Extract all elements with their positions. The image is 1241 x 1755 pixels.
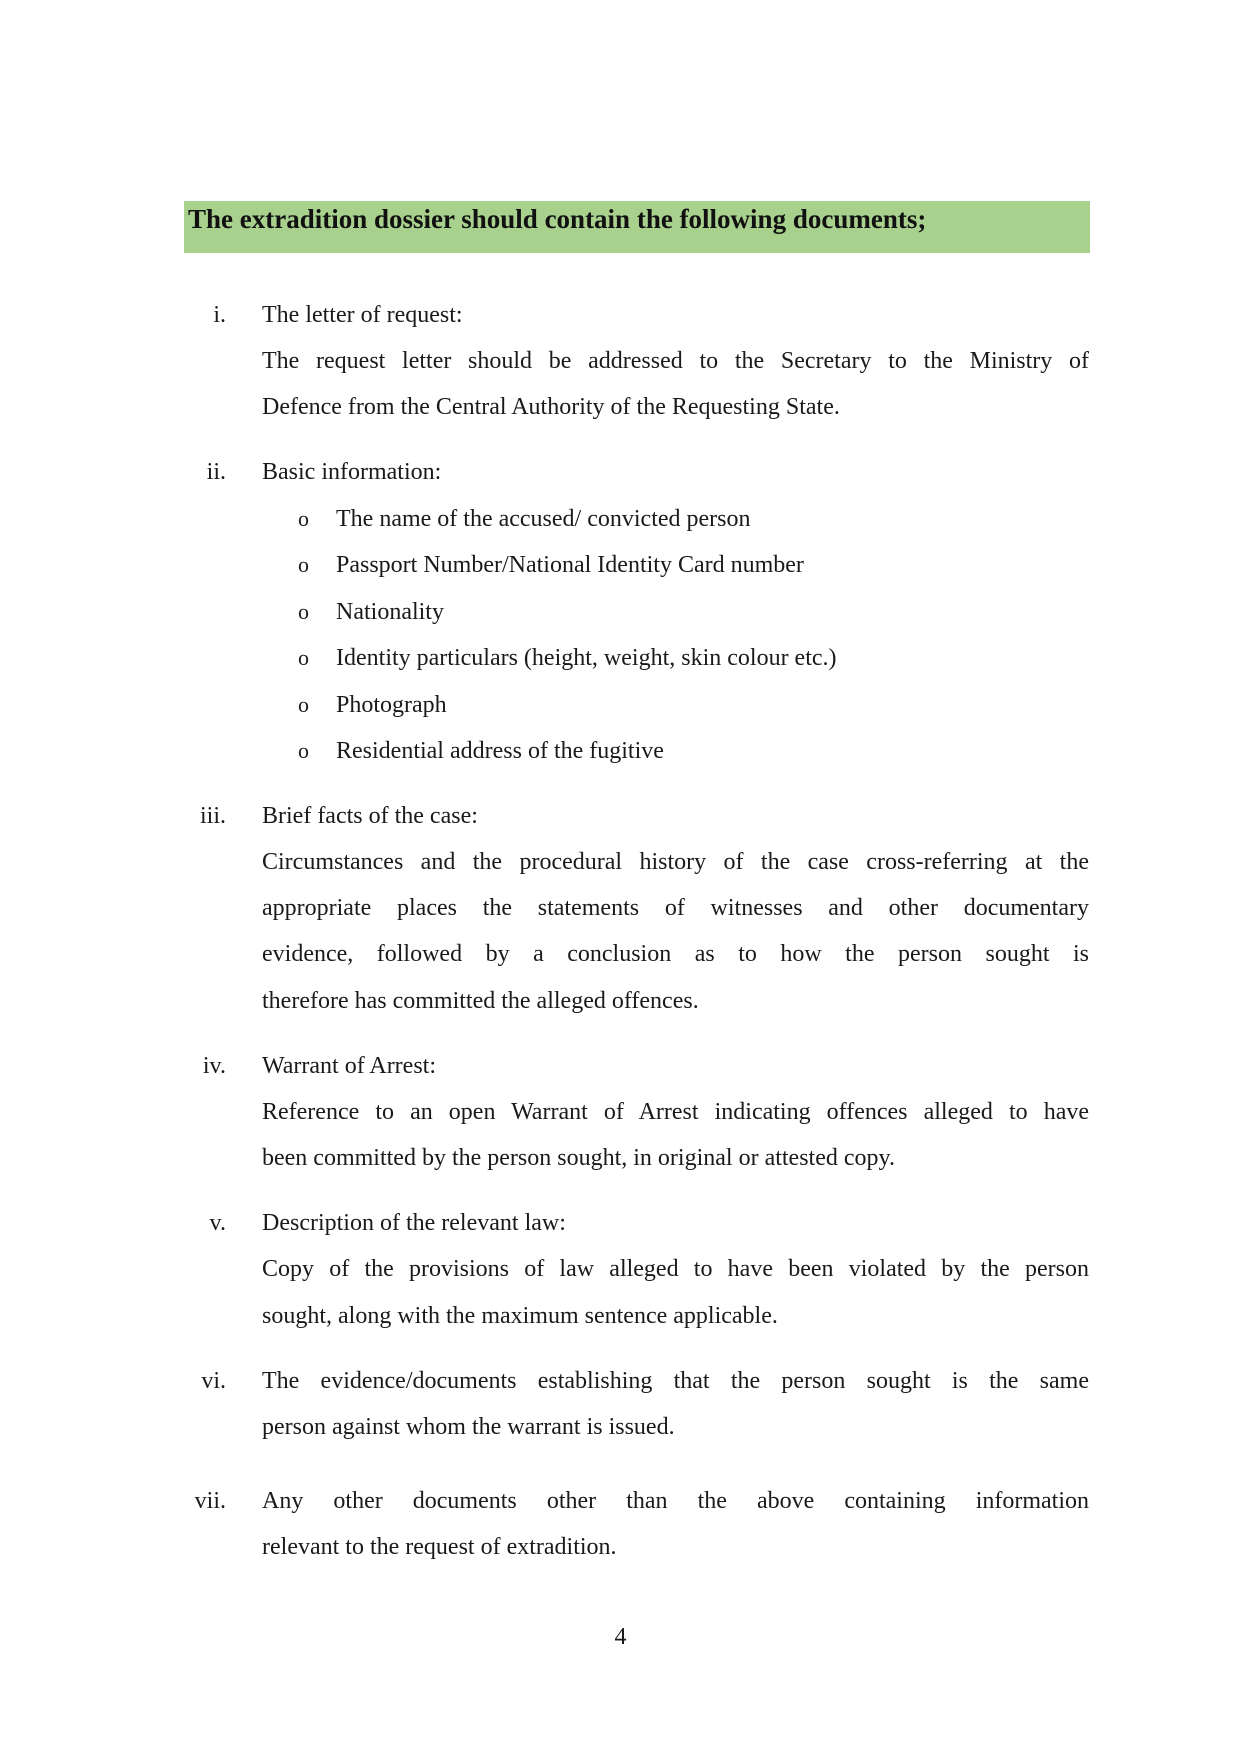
- bullet-item: Photograph: [336, 692, 447, 718]
- item-body-line: The evidence/documents establishing that the person sought is the same: [262, 1368, 1089, 1394]
- item-numeral: v.: [209, 1210, 226, 1236]
- item-numeral: vii.: [194, 1488, 226, 1514]
- bullet-marker: o: [298, 738, 309, 763]
- item-body-line: relevant to the request of extradition.: [262, 1534, 617, 1560]
- item-title: Brief facts of the case:: [262, 803, 478, 829]
- item-title: Basic information:: [262, 459, 442, 485]
- item-body-line: Reference to an open Warrant of Arrest indicating offences alleged to have: [262, 1099, 1089, 1125]
- bullet-item: Nationality: [336, 599, 444, 625]
- item-numeral: ii.: [206, 459, 226, 485]
- item-body-line: therefore has committed the alleged offences.: [262, 988, 699, 1014]
- bullet-item: Passport Number/National Identity Card number: [336, 552, 804, 578]
- item-body-line: Copy of the provisions of law alleged to have been violated by the person: [262, 1256, 1089, 1282]
- item-body-line: Defence from the Central Authority of the Requesting State.: [262, 394, 840, 420]
- section-heading: The extradition dossier should contain the following documents;: [188, 204, 927, 234]
- bullet-marker: o: [298, 692, 309, 717]
- item-numeral: vi.: [201, 1368, 226, 1394]
- bullet-item: Residential address of the fugitive: [336, 738, 664, 764]
- bullet-marker: o: [298, 506, 309, 531]
- item-title: Description of the relevant law:: [262, 1210, 566, 1236]
- bullet-marker: o: [298, 599, 309, 624]
- item-body-line: person against whom the warrant is issued.: [262, 1414, 675, 1440]
- bullet-marker: o: [298, 552, 309, 577]
- page-number: 4: [614, 1624, 627, 1650]
- item-body-line: The request letter should be addressed to the Secretary to the Ministry of: [262, 348, 1089, 374]
- bullet-marker: o: [298, 645, 309, 670]
- item-body-line: sought, along with the maximum sentence applicable.: [262, 1303, 778, 1329]
- item-body-line: evidence, followed by a conclusion as to how the person sought is: [262, 941, 1089, 967]
- item-numeral: i.: [213, 302, 226, 328]
- item-numeral: iii.: [199, 803, 226, 829]
- bullet-item: The name of the accused/ convicted person: [336, 506, 751, 532]
- item-body-line: Any other documents other than the above containing information: [262, 1488, 1089, 1514]
- item-title: Warrant of Arrest:: [262, 1053, 436, 1079]
- item-body-line: Circumstances and the procedural history of the case cross-referring at the: [262, 849, 1089, 875]
- bullet-item: Identity particulars (height, weight, skin colour etc.): [336, 645, 837, 671]
- item-body-line: appropriate places the statements of witnesses and other documentary: [262, 895, 1089, 921]
- item-title: The letter of request:: [262, 302, 463, 328]
- item-body-line: been committed by the person sought, in original or attested copy.: [262, 1145, 895, 1171]
- item-numeral: iv.: [202, 1053, 226, 1079]
